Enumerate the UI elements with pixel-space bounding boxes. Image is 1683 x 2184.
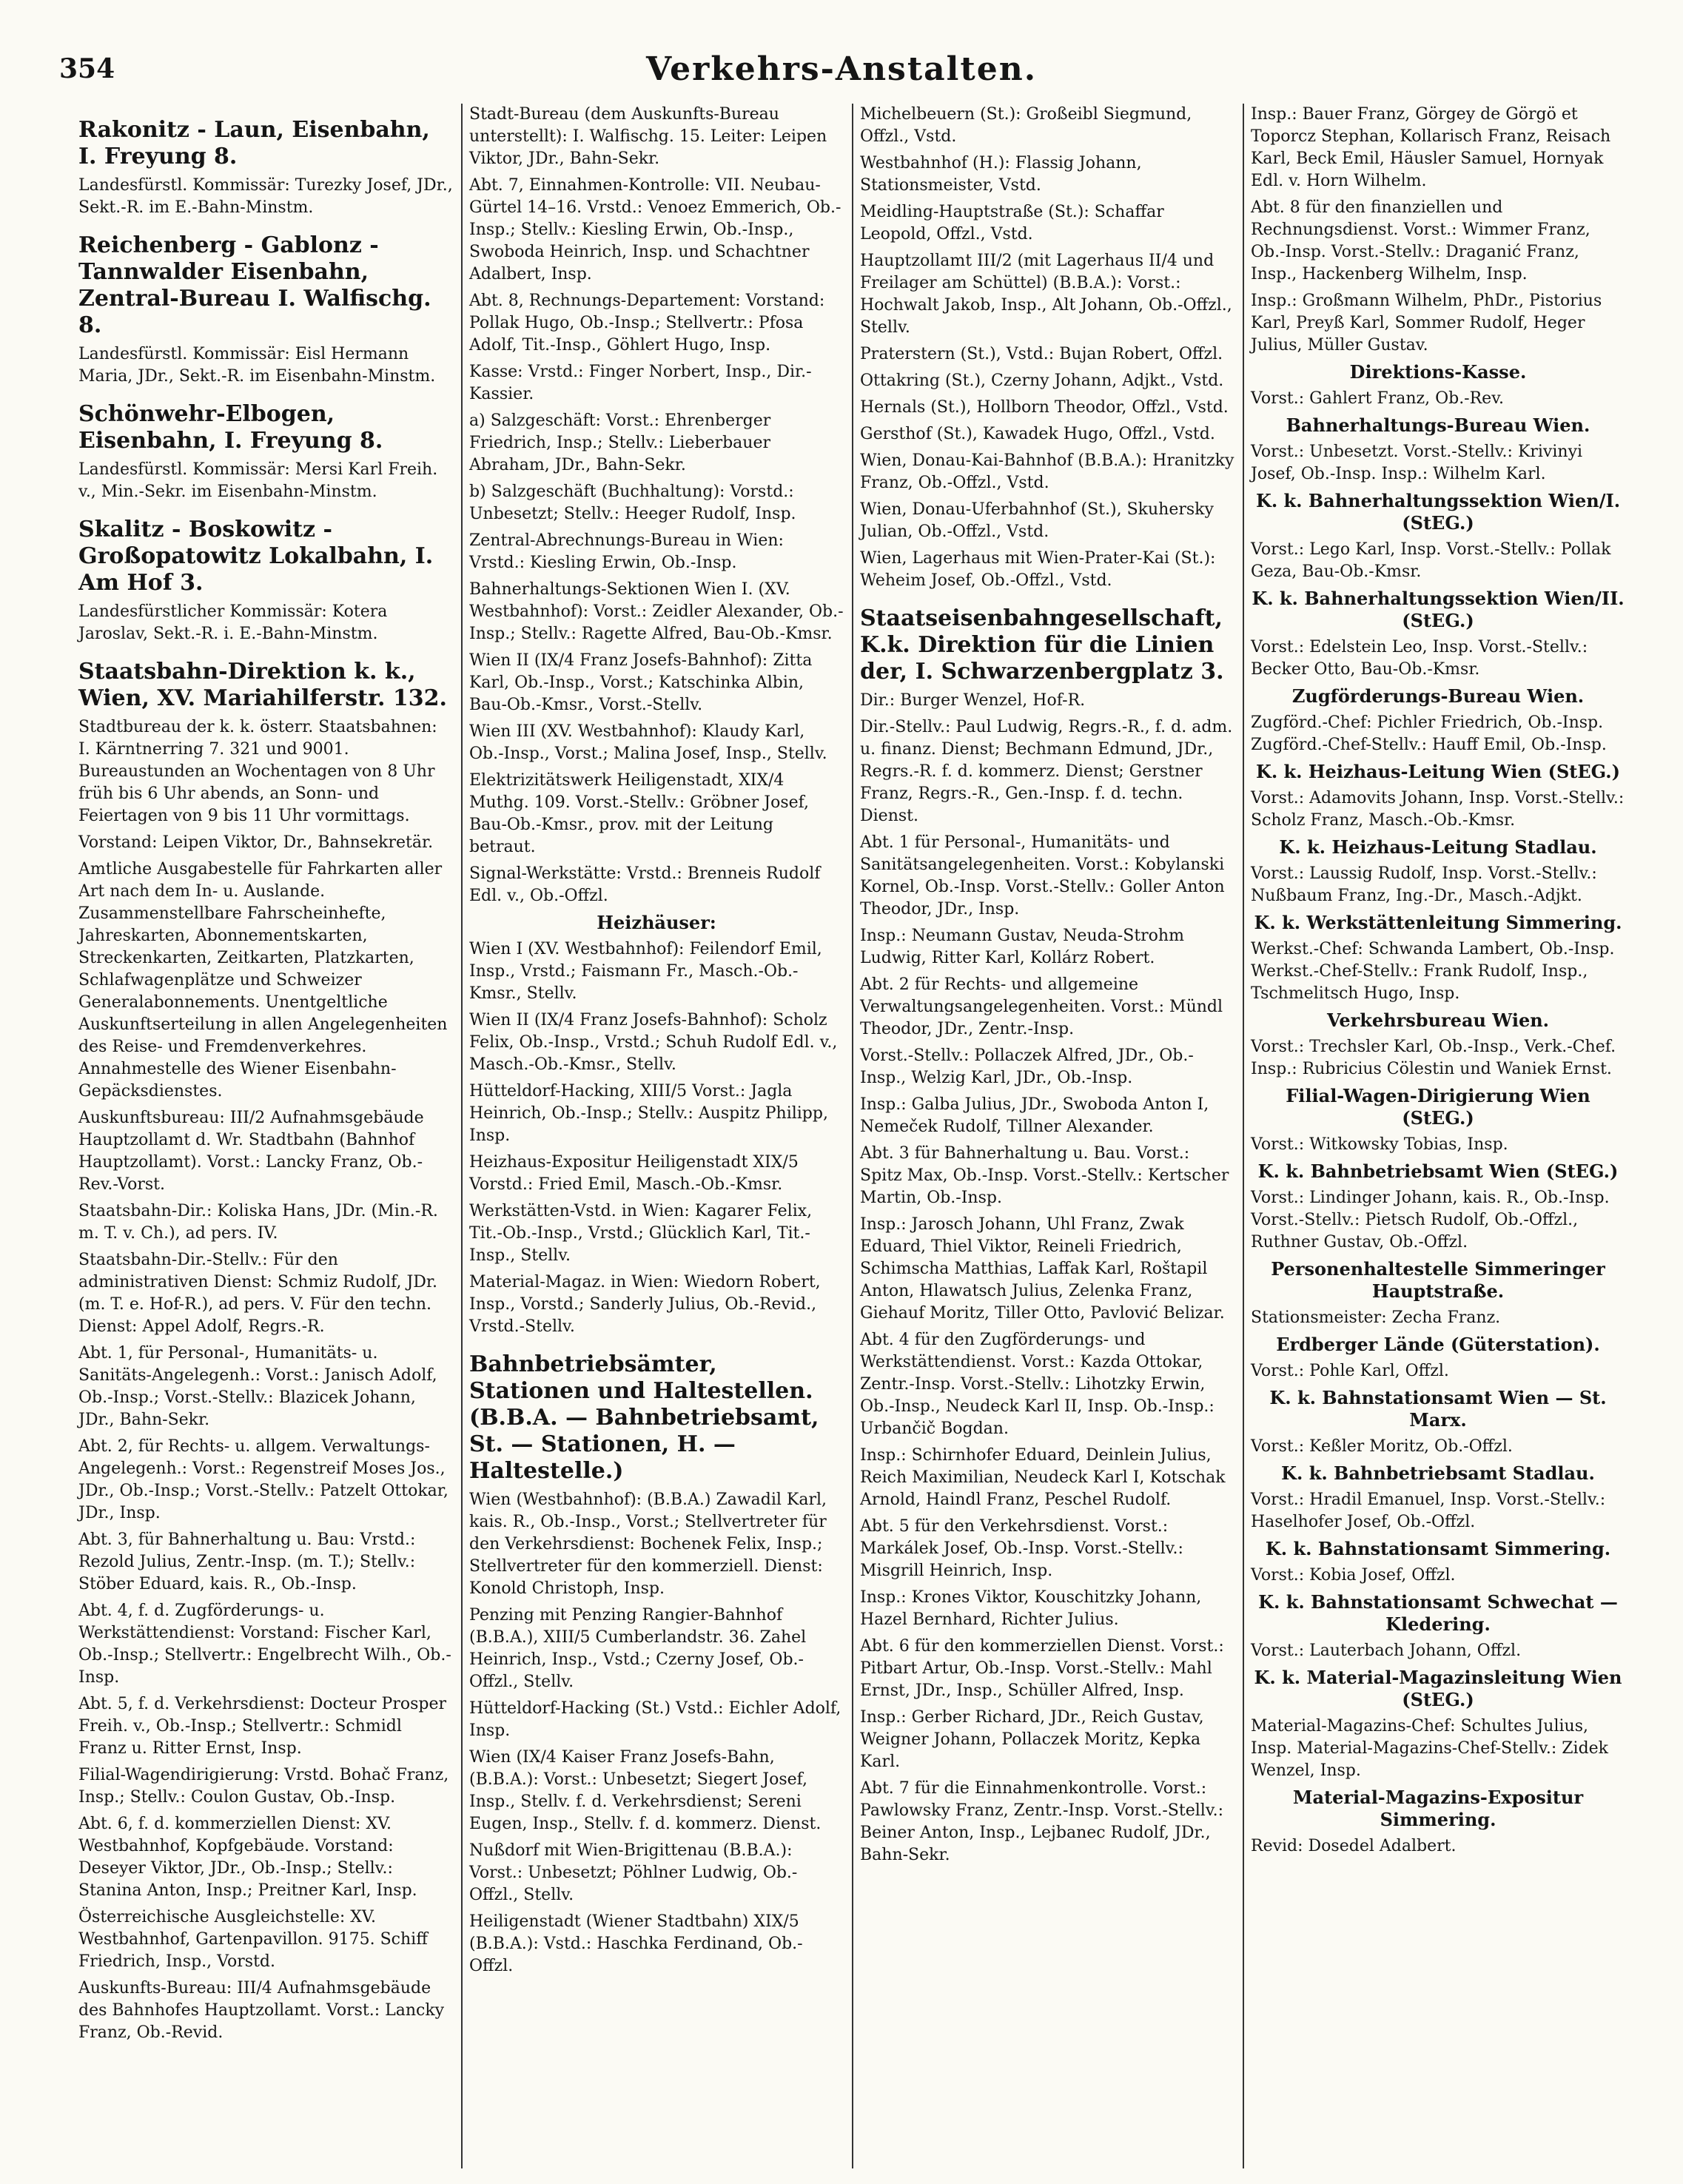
- section-subheading: K. k. Bahnstationsamt Simmering.: [1265, 1538, 1611, 1559]
- section-subheading: Zugförderungs-Bureau Wien.: [1291, 685, 1585, 707]
- directory-entry: Kasse: Vrstd.: Finger Norbert, Insp., Dir.-Kassier.: [469, 363, 812, 403]
- section-subheading: K. k. Bahnstationsamt Wien — St. Marx.: [1269, 1387, 1607, 1431]
- directory-entry: Abt. 5, f. d. Verkehrsdienst: Docteur Prosper Freih. v., Ob.-Insp.; Stellvertr.: Schmidl Franz u. Ritter Ernst, Insp.: [78, 1695, 446, 1758]
- directory-entry: Insp.: Schirnhofer Eduard, Deinlein Julius, Reich Maximilian, Neudeck Karl I, Kotschak Arnold, Haindl Franz, Peschel Rudolf.: [860, 1446, 1226, 1509]
- directory-entry: Westbahnhof (H.): Flassig Johann, Stationsmeister, Vstd.: [860, 154, 1142, 195]
- directory-entry: Insp.: Großmann Wilhelm, PhDr., Pistorius Karl, Preyß Karl, Sommer Rudolf, Heger Julius, Müller Gustav.: [1251, 292, 1602, 355]
- directory-entry: Abt. 8 für den finanziellen und Rechnungsdienst. Vorst.: Wimmer Franz, Ob.-Insp. Vorst.-Stellv.: Draganić Franz, Insp., Hackenberg Wilhelm, Insp.: [1251, 198, 1590, 283]
- directory-entry: Staatsbahn-Dir.-Stellv.: Für den administrativen Dienst: Schmiz Rudolf, JDr. (m. T. e. Hof-R.), ad pers. V. Für den techn. Dienst: Appel Adolf, Regrs.-R.: [78, 1251, 437, 1336]
- directory-entry: Abt. 3, für Bahnerhaltung u. Bau: Vrstd.: Rezold Julius, Zentr.-Insp. (m. T.); Stellv.: Stöber Eduard, kais. R., Ob.-Insp.: [78, 1531, 416, 1593]
- directory-entry: Hütteldorf-Hacking, XIII/5 Vorst.: Jagla Heinrich, Ob.-Insp.; Stellv.: Auspitz Philipp, Insp.: [469, 1082, 828, 1145]
- directory-entry: Abt. 2, für Rechts- u. allgem. Verwaltungs-Angelegenh.: Vorst.: Regenstreif Moses Jos., JDr., Ob.-Insp.; Vorst.-Stellv.: Patzelt Ottokar, JDr., Insp.: [78, 1437, 449, 1522]
- directory-entry: b) Salzgeschäft (Buchhaltung): Vorstd.: Unbesetzt; Stellv.: Heeger Rudolf, Insp.: [469, 483, 796, 523]
- directory-entry: Abt. 8, Rechnungs-Departement: Vorstand: Pollak Hugo, Ob.-Insp.; Stellvertr.: Pfosa Adolf, Tit.-Insp., Göhlert Hugo, Insp.: [469, 292, 825, 355]
- text-columns: [71, 104, 1633, 2168]
- directory-entry: Penzing mit Penzing Rangier-Bahnhof (B.B.A.), XIII/5 Cumberlandstr. 36. Zahel Heinrich, Insp., Vstd.; Czerny Josef, Ob.-Offzl., Stellv.: [469, 1606, 807, 1691]
- directory-entry: Vorst.: Trechsler Karl, Ob.-Insp., Verk.-Chef. Insp.: Rubricius Cölestin und Waniek Ernst.: [1251, 1038, 1616, 1078]
- section-subheading: K. k. Bahnbetriebsamt Stadlau.: [1281, 1462, 1595, 1484]
- page-header: [59, 46, 1624, 98]
- section-heading: Rakonitz - Laun, Eisenbahn, I. Freyung 8.: [78, 117, 430, 169]
- directory-entry: Wien, Lagerhaus mit Wien-Prater-Kai (St.): Weheim Josef, Ob.-Offzl., Vstd.: [860, 549, 1216, 590]
- directory-entry: Wien I (XV. Westbahnhof): Feilendorf Emil, Insp., Vrstd.; Faismann Fr., Masch.-Ob.-Kmsr., Stellv.: [469, 940, 822, 1003]
- directory-entry: Landesfürstl. Kommissär: Mersi Karl Freih. v., Min.-Sekr. im Eisenbahn-Minstm.: [78, 460, 438, 501]
- directory-entry: Abt. 4, f. d. Zugförderungs- u. Werkstättendienst: Vorstand: Fischer Karl, Ob.-Insp.; Stellvertr.: Engelbrecht Wilh., Ob.-Insp.: [78, 1602, 451, 1687]
- section-subheading: Erdberger Lände (Güterstation).: [1276, 1334, 1600, 1355]
- section-heading: Skalitz - Boskowitz - Großopatowitz Lokalbahn, I. Am Hof 3.: [78, 517, 434, 596]
- section-subheading: K. k. Bahnstationsamt Schwechat — Kledering.: [1258, 1591, 1618, 1635]
- section-subheading: Personenhaltestelle Simmeringer Hauptstraße.: [1271, 1258, 1605, 1302]
- directory-entry: Landesfürstl. Kommissär: Turezky Josef, JDr., Sekt.-R. im E.-Bahn-Minstm.: [78, 176, 453, 217]
- directory-entry: Stadtbureau der k. k. österr. Staatsbahnen: I. Kärntnerring 7. 321 und 9001. Bureaustunden an Wochentagen von 8 Uhr früh bis 6 Uhr abends, an Sonn- und Feiertagen von 9 bis 11 Uhr vormittags.: [78, 718, 437, 825]
- directory-entry: Insp.: Bauer Franz, Görgey de Görgö et Toporcz Stephan, Kollarisch Franz, Reisach Karl, Beck Emil, Häusler Samuel, Hornyak Edl. v. Horn Wilhelm.: [1251, 105, 1611, 190]
- directory-entry: Vorst.: Edelstein Leo, Insp. Vorst.-Stellv.: Becker Otto, Bau-Ob.-Kmsr.: [1251, 638, 1588, 679]
- directory-entry: Filial-Wagendirigierung: Vrstd. Bohač Franz, Insp.; Stellv.: Coulon Gustav, Ob.-Insp.: [78, 1766, 449, 1807]
- page-number: 354: [59, 53, 115, 84]
- directory-entry: Werkstätten-Vstd. in Wien: Kagarer Felix, Tit.-Ob.-Insp., Vrstd.; Glücklich Karl, Tit.-Insp., Stellv.: [469, 1202, 813, 1265]
- directory-entry: Material-Magazins-Chef: Schultes Julius, Insp. Material-Magazins-Chef-Stellv.: Zidek Wenzel, Insp.: [1251, 1717, 1609, 1780]
- directory-entry: Stationsmeister: Zecha Franz.: [1251, 1308, 1501, 1327]
- section-subheading: K. k. Bahnerhaltungssektion Wien/I. (StEG.): [1255, 490, 1621, 534]
- directory-entry: Wien, Donau-Kai-Bahnhof (B.B.A.): Hranitzky Franz, Ob.-Offzl., Vstd.: [860, 451, 1234, 492]
- directory-entry: Wien II (IX/4 Franz Josefs-Bahnhof): Scholz Felix, Ob.-Insp., Vrstd.; Schuh Rudolf Edl. v., Masch.-Ob.-Kmsr., Stellv.: [469, 1011, 838, 1074]
- directory-entry: Vorst.: Pohle Karl, Offzl.: [1251, 1362, 1449, 1380]
- directory-entry: Stadt-Bureau (dem Auskunfts-Bureau unterstellt): I. Walfischg. 15. Leiter: Leipen Viktor, JDr., Bahn-Sekr.: [469, 105, 827, 168]
- section-subheading: Verkehrsbureau Wien.: [1326, 1009, 1550, 1031]
- section-subheading: K. k. Heizhaus-Leitung Wien (StEG.): [1255, 761, 1621, 782]
- directory-entry: Vorst.: Lego Karl, Insp. Vorst.-Stellv.: Pollak Geza, Bau-Ob.-Kmsr.: [1251, 540, 1611, 581]
- directory-entry: Signal-Werkstätte: Vrstd.: Brenneis Rudolf Edl. v., Ob.-Offzl.: [469, 864, 821, 905]
- directory-entry: Vorst.: Keßler Moritz, Ob.-Offzl.: [1251, 1437, 1513, 1456]
- directory-entry: Wien (IX/4 Kaiser Franz Josefs-Bahn, (B.B.A.): Vorst.: Unbesetzt; Siegert Josef, Insp., Stellv. f. d. Verkehrsdienst; Sereni Eugen, Insp., Stellv. f. d. kommerz. Dienst.: [469, 1748, 822, 1833]
- section-subheading: K. k. Material-Magazinsleitung Wien (StEG.): [1254, 1667, 1622, 1710]
- directory-entry: Insp.: Krones Viktor, Kouschitzky Johann, Hazel Bernhard, Richter Julius.: [860, 1588, 1202, 1629]
- directory-entry: Abt. 6 für den kommerziellen Dienst. Vorst.: Pitbart Artur, Ob.-Insp. Vorst.-Stellv.: Mahl Ernst, JDr., Insp., Schüller Alfred, Insp.: [860, 1637, 1224, 1700]
- section-subheading: Direktions-Kasse.: [1349, 361, 1527, 383]
- directory-entry: Bahnerhaltungs-Sektionen Wien I. (XV. Westbahnhof): Vorst.: Zeidler Alexander, Ob.-Insp.; Stellv.: Ragette Alfred, Bau-Ob.-Kmsr.: [469, 580, 844, 643]
- directory-entry: a) Salzgeschäft: Vorst.: Ehrenberger Friedrich, Insp.; Stellv.: Lieberbauer Abraham, JDr., Bahn-Sekr.: [469, 411, 771, 474]
- section-heading: Reichenberg - Gablonz - Tannwalder Eisenbahn, Zentral-Bureau I. Walfischg. 8.: [78, 232, 431, 338]
- directory-entry: Österreichische Ausgleichstelle: XV. Westbahnhof, Gartenpavillon. 9175. Schiff Friedrich, Insp., Vorstd.: [78, 1908, 428, 1971]
- directory-entry: Wien III (XV. Westbahnhof): Klaudy Karl, Ob.-Insp., Vorst.; Malina Josef, Insp., Stellv.: [469, 722, 827, 763]
- section-subheading: Heizhäuser:: [597, 912, 716, 933]
- directory-entry: Heizhaus-Expositur Heiligenstadt XIX/5 Vorstd.: Fried Emil, Masch.-Ob.-Kmsr.: [469, 1153, 799, 1194]
- directory-entry: Praterstern (St.), Vstd.: Bujan Robert, Offzl.: [860, 345, 1223, 363]
- section-subheading: K. k. Werkstättenleitung Simmering.: [1254, 912, 1622, 933]
- section-heading: Bahnbetriebsämter, Stationen und Haltestellen. (B.B.A. — Bahnbetriebsamt, St. — Stationen, H. — Haltestelle.): [469, 1351, 819, 1484]
- directory-entry: Vorst.: Unbesetzt. Vorst.-Stellv.: Krivinyi Josef, Ob.-Insp. Insp.: Wilhelm Karl.: [1251, 443, 1583, 483]
- directory-entry: Auskunfts-Bureau: III/4 Aufnahmsgebäude des Bahnhofes Hauptzollamt. Vorst.: Lancky Franz, Ob.-Revid.: [78, 1979, 445, 2042]
- section-subheading: Material-Magazins-Expositur Simmering.: [1292, 1787, 1584, 1830]
- directory-entry: Material-Magaz. in Wien: Wiedorn Robert, Insp., Vorstd.; Sanderly Julius, Ob.-Revid., Vrstd.-Stellv.: [469, 1273, 821, 1336]
- directory-entry: Abt. 3 für Bahnerhaltung u. Bau. Vorst.: Spitz Max, Ob.-Insp. Vorst.-Stellv.: Kertscher Martin, Ob.-Insp.: [860, 1144, 1229, 1207]
- directory-entry: Gersthof (St.), Kawadek Hugo, Offzl., Vstd.: [860, 425, 1215, 443]
- column-3: [853, 104, 1242, 2168]
- running-title: Verkehrs-Anstalten.: [645, 50, 1038, 88]
- directory-entry: Vorst.: Adamovits Johann, Insp. Vorst.-Stellv.: Scholz Franz, Masch.-Ob.-Kmsr.: [1251, 789, 1625, 830]
- section-subheading: K. k. Bahnbetriebsamt Wien (StEG.): [1257, 1160, 1619, 1182]
- directory-entry: Landesfürstlicher Kommissär: Kotera Jaroslav, Sekt.-R. i. E.-Bahn-Minstm.: [78, 602, 388, 643]
- directory-entry: Staatsbahn-Dir.: Koliska Hans, JDr. (Min.-R. m. T. v. Ch.), ad pers. IV.: [78, 1202, 438, 1243]
- directory-entry: Hauptzollamt III/2 (mit Lagerhaus II/4 und Freilager am Schüttel) (B.B.A.): Vorst.: Hochwalt Jakob, Insp., Alt Johann, Ob.-Offzl., Stellv.: [860, 252, 1232, 337]
- directory-entry: Heiligenstadt (Wiener Stadtbahn) XIX/5 (B.B.A.): Vstd.: Haschka Ferdinand, Ob.-Offzl.: [469, 1912, 803, 1975]
- section-heading: Schönwehr-Elbogen, Eisenbahn, I. Freyung 8.: [78, 401, 383, 454]
- directory-entry: Insp.: Jarosch Johann, Uhl Franz, Zwak Eduard, Thiel Viktor, Reineli Friedrich, Schimscha Matthias, Laffak Karl, Roštapil Anton, Hlawatsch Julius, Zelenka Franz, Giehauf Moritz, Tiller Otto, Pavlović Belizar.: [860, 1215, 1225, 1323]
- section-subheading: Filial-Wagen-Dirigierung Wien (StEG.): [1286, 1085, 1590, 1129]
- directory-entry: Zentral-Abrechnungs-Bureau in Wien: Vrstd.: Kiesling Erwin, Ob.-Insp.: [469, 531, 784, 572]
- directory-entry: Dir.-Stellv.: Paul Ludwig, Regrs.-R., f. d. adm. u. finanz. Dienst; Bechmann Edmund, JDr., Regrs.-R. f. d. kommerz. Dienst; Gerstner Franz, Regrs.-R., Gen.-Insp. f. d. techn. Dienst.: [860, 718, 1233, 825]
- section-subheading: K. k. Bahnerhaltungssektion Wien/II. (StEG.): [1252, 588, 1625, 631]
- directory-entry: Nußdorf mit Wien-Brigittenau (B.B.A.): Vorst.: Unbesetzt; Pöhlner Ludwig, Ob.-Offzl., Stellv.: [469, 1841, 798, 1904]
- column-2: [462, 104, 851, 2168]
- directory-entry: Wien (Westbahnhof): (B.B.A.) Zawadil Karl, kais. R., Ob.-Insp., Vorst.; Stellvertreter für den Verkehrsdienst: Bochenek Felix, Insp.; Stellvertreter für den kommerziell. Dienst: Konold Christoph, Insp.: [469, 1491, 827, 1598]
- directory-entry: Wien, Donau-Uferbahnhof (St.), Skuhersky Julian, Ob.-Offzl., Vstd.: [860, 500, 1214, 541]
- directory-entry: Revid: Dosedel Adalbert.: [1251, 1837, 1457, 1855]
- directory-entry: Abt. 6, f. d. kommerziellen Dienst: XV. Westbahnhof, Kopfgebäude. Vorstand: Deseyer Viktor, JDr., Ob.-Insp.; Stellv.: Stanina Anton, Insp.; Preitner Karl, Insp.: [78, 1815, 417, 1900]
- directory-entry: Dir.: Burger Wenzel, Hof-R.: [860, 691, 1086, 710]
- section-heading: Staatseisenbahngesellschaft, K.k. Direktion für die Linien der, I. Schwarzenbergplatz 3.: [860, 605, 1224, 685]
- directory-entry: Vorst.: Laussig Rudolf, Insp. Vorst.-Stellv.: Nußbaum Franz, Ing.-Dr., Masch.-Adjkt.: [1251, 864, 1597, 905]
- directory-entry: Hütteldorf-Hacking (St.) Vstd.: Eichler Adolf, Insp.: [469, 1699, 842, 1740]
- section-subheading: K. k. Heizhaus-Leitung Stadlau.: [1279, 836, 1597, 858]
- directory-entry: Auskunftsbureau: III/2 Aufnahmsgebäude Hauptzollamt d. Wr. Stadtbahn (Bahnhof Hauptzollamt). Vorst.: Lancky Franz, Ob.-Rev.-Vorst.: [78, 1109, 424, 1194]
- directory-entry: Abt. 1 für Personal-, Humanitäts- und Sanitätsangelegenheiten. Vorst.: Kobylanski Kornel, Ob.-Insp. Vorst.-Stellv.: Goller Anton Theodor, JDr., Insp.: [860, 833, 1225, 918]
- directory-entry: Vorst.-Stellv.: Pollaczek Alfred, JDr., Ob.-Insp., Welzig Karl, JDr., Ob.-Insp.: [860, 1046, 1194, 1087]
- directory-entry: Abt. 7, Einnahmen-Kontrolle: VII. Neubau-Gürtel 14–16. Vrstd.: Venoez Emmerich, Ob.-Insp.; Stellv.: Kiesling Erwin, Ob.-Insp., Swoboda Heinrich, Insp. und Schachtner Adalbert, Insp.: [469, 176, 842, 283]
- directory-entry: Elektrizitätswerk Heiligenstadt, XIX/4 Muthg. 109. Vorst.-Stellv.: Gröbner Josef, Bau-Ob.-Kmsr., prov. mit der Leitung betraut.: [469, 771, 810, 856]
- directory-entry: Vorstand: Leipen Viktor, Dr., Bahnsekretär.: [78, 833, 434, 852]
- directory-entry: Insp.: Neumann Gustav, Neuda-Strohm Ludwig, Ritter Karl, Kollárz Robert.: [860, 927, 1184, 967]
- column-1: [71, 104, 460, 2168]
- directory-entry: Vorst.: Lauterbach Johann, Offzl.: [1251, 1642, 1522, 1660]
- section-subheading: Bahnerhaltungs-Bureau Wien.: [1286, 414, 1590, 436]
- directory-entry: Abt. 5 für den Verkehrsdienst. Vorst.: Markálek Josef, Ob.-Insp. Vorst.-Stellv.: Misgrill Heinrich, Insp.: [860, 1517, 1183, 1580]
- directory-entry: Vorst.: Lindinger Johann, kais. R., Ob.-Insp. Vorst.-Stellv.: Pietsch Rudolf, Ob.-Offzl., Ruthner Gustav, Ob.-Offzl.: [1251, 1189, 1610, 1251]
- directory-entry: Wien II (IX/4 Franz Josefs-Bahnhof): Zitta Karl, Ob.-Insp., Vorst.; Katschinka Albin, Bau-Ob.-Kmsr., Vorst.-Stellv.: [469, 651, 813, 714]
- directory-entry: Amtliche Ausgabestelle für Fahrkarten aller Art nach dem In- u. Auslande. Zusammenstellbare Fahrscheinhefte, Jahreskarten, Abonnementskarten, Streckenkarten, Zeitkarten, Platzkarten, Schlafwagenplätze und Schweizer Generalabonnements. Unentgeltliche Auskunftserteilung in allen Angelegenheiten des Reise- und Fremdenverkehres. Annahmestelle des Wiener Eisenbahn-Gepäcksdienstes.: [78, 860, 448, 1101]
- directory-entry: Vorst.: Witkowsky Tobias, Insp.: [1251, 1135, 1508, 1154]
- directory-entry: Abt. 2 für Rechts- und allgemeine Verwaltungsangelegenheiten. Vorst.: Mündl Theodor, JDr., Zentr.-Insp.: [860, 975, 1223, 1038]
- directory-entry: Abt. 7 für die Einnahmenkontrolle. Vorst.: Pawlowsky Franz, Zentr.-Insp. Vorst.-Stellv.: Beiner Anton, Insp., Lejbanec Rudolf, JDr., Bahn-Sekr.: [860, 1779, 1224, 1864]
- directory-entry: Vorst.: Hradil Emanuel, Insp. Vorst.-Stellv.: Haselhofer Josef, Ob.-Offzl.: [1251, 1491, 1606, 1531]
- directory-entry: Werkst.-Chef: Schwanda Lambert, Ob.-Insp. Werkst.-Chef-Stellv.: Frank Rudolf, Insp., Tschmelitsch Hugo, Insp.: [1251, 940, 1615, 1003]
- directory-entry: Ottakring (St.), Czerny Johann, Adjkt., Vstd.: [860, 372, 1224, 390]
- directory-entry: Vorst.: Gahlert Franz, Ob.-Rev.: [1251, 389, 1505, 408]
- directory-entry: Abt. 4 für den Zugförderungs- und Werkstättendienst. Vorst.: Kazda Ottokar, Zentr.-Insp. Vorst.-Stellv.: Lihotzky Erwin, Ob.-Insp., Neudeck Karl II, Insp. Ob.-Insp.: Urbančič Bogdan.: [860, 1331, 1215, 1438]
- directory-entry: Insp.: Gerber Richard, JDr., Reich Gustav, Weigner Johann, Pollaczek Moritz, Kepka Karl.: [860, 1708, 1204, 1771]
- directory-entry: Michelbeuern (St.): Großeibl Siegmund, Offzl., Vstd.: [860, 105, 1192, 146]
- directory-entry: Vorst.: Kobia Josef, Offzl.: [1251, 1566, 1456, 1585]
- column-4: [1243, 104, 1633, 2168]
- directory-entry: Abt. 1, für Personal-, Humanitäts- u. Sanitäts-Angelegenh.: Vorst.: Janisch Adolf, Ob.-Insp.; Vorst.-Stellv.: Blazicek Johann, JDr., Bahn-Sekr.: [78, 1344, 437, 1429]
- directory-entry: Insp.: Galba Julius, JDr., Swoboda Anton I, Nemeček Rudolf, Tillner Alexander.: [860, 1095, 1209, 1136]
- directory-entry: Meidling-Hauptstraße (St.): Schaffar Leopold, Offzl., Vstd.: [860, 203, 1164, 243]
- directory-entry: Hernals (St.), Hollborn Theodor, Offzl., Vstd.: [860, 398, 1229, 417]
- section-heading: Staatsbahn-Direktion k. k., Wien, XV. Mariahilferstr. 132.: [78, 659, 447, 711]
- directory-entry: Zugförd.-Chef: Pichler Friedrich, Ob.-Insp. Zugförd.-Chef-Stellv.: Hauff Emil, Ob.-Insp.: [1251, 713, 1607, 754]
- directory-entry: Landesfürstl. Kommissär: Eisl Hermann Maria, JDr., Sekt.-R. im Eisenbahn-Minstm.: [78, 345, 436, 386]
